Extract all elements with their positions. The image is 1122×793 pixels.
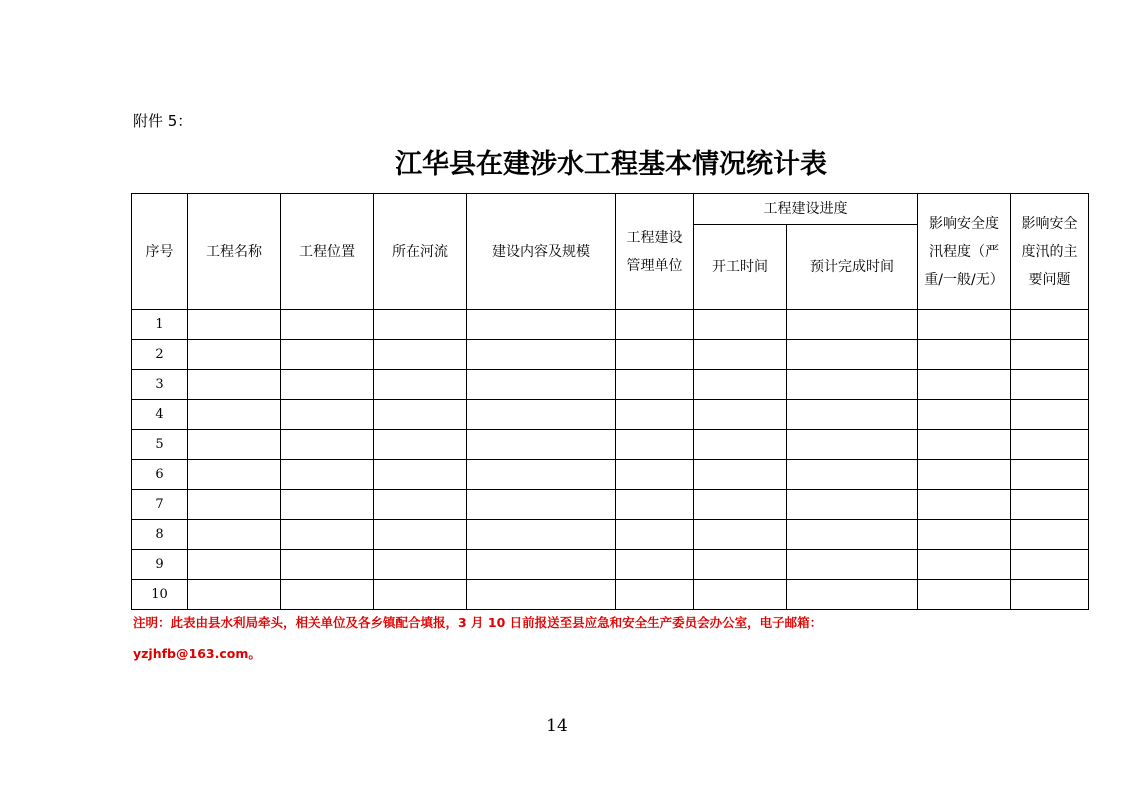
header-flood-impact-level: 影响安全度汛程度（严重/一般/无） bbox=[918, 194, 1011, 310]
attachment-label: 附件 5： bbox=[133, 112, 193, 130]
table-cell bbox=[918, 430, 1011, 460]
table-cell bbox=[467, 340, 616, 370]
table-row bbox=[132, 310, 1089, 340]
table-cell bbox=[281, 490, 374, 520]
table-cell bbox=[918, 490, 1011, 520]
table-cell bbox=[281, 400, 374, 430]
table-row bbox=[132, 370, 1089, 400]
table-row bbox=[132, 400, 1089, 430]
table-cell bbox=[1011, 490, 1089, 520]
table-cell bbox=[467, 490, 616, 520]
note-line-2: yzjhfb@163.com。 bbox=[133, 646, 261, 661]
table-cell bbox=[188, 430, 281, 460]
page-number: 14 bbox=[546, 716, 568, 736]
table-cell bbox=[787, 430, 918, 460]
header-management-unit: 工程建设管理单位 bbox=[616, 194, 694, 310]
table-cell bbox=[694, 460, 787, 490]
table-cell bbox=[281, 430, 374, 460]
header-expected-completion: 预计完成时间 bbox=[787, 225, 918, 310]
table-cell bbox=[374, 340, 467, 370]
table-cell bbox=[281, 550, 374, 580]
row-seq: 8 bbox=[132, 520, 188, 550]
row-seq: 2 bbox=[132, 340, 188, 370]
statistics-table bbox=[131, 193, 1089, 610]
table-row bbox=[132, 550, 1089, 580]
table-cell bbox=[374, 580, 467, 610]
table-row bbox=[132, 580, 1089, 610]
row-seq: 7 bbox=[132, 490, 188, 520]
table-cell bbox=[787, 310, 918, 340]
table-cell bbox=[467, 400, 616, 430]
table-cell bbox=[616, 370, 694, 400]
header-progress-group: 工程建设进度 bbox=[694, 194, 918, 225]
table-cell bbox=[787, 580, 918, 610]
table-cell bbox=[374, 400, 467, 430]
table-cell bbox=[787, 520, 918, 550]
table-cell bbox=[467, 460, 616, 490]
table-cell bbox=[616, 460, 694, 490]
table-cell bbox=[787, 550, 918, 580]
row-seq: 3 bbox=[132, 370, 188, 400]
table-row bbox=[132, 340, 1089, 370]
header-project-name: 工程名称 bbox=[188, 194, 281, 310]
table-row bbox=[132, 430, 1089, 460]
table-cell bbox=[918, 340, 1011, 370]
table-cell bbox=[281, 520, 374, 550]
table-cell bbox=[616, 310, 694, 340]
row-seq: 4 bbox=[132, 400, 188, 430]
table-cell bbox=[918, 370, 1011, 400]
table-cell bbox=[374, 310, 467, 340]
table-row bbox=[132, 520, 1089, 550]
table-cell bbox=[787, 460, 918, 490]
table-cell bbox=[918, 460, 1011, 490]
table-cell bbox=[694, 430, 787, 460]
table-cell bbox=[616, 580, 694, 610]
table-cell bbox=[374, 430, 467, 460]
row-seq: 1 bbox=[132, 310, 188, 340]
row-seq: 10 bbox=[132, 580, 188, 610]
table-cell bbox=[188, 460, 281, 490]
table-cell bbox=[467, 430, 616, 460]
table-cell bbox=[374, 490, 467, 520]
table-cell bbox=[1011, 550, 1089, 580]
table-cell bbox=[188, 550, 281, 580]
table-cell bbox=[694, 340, 787, 370]
table-row bbox=[132, 460, 1089, 490]
table-cell bbox=[1011, 580, 1089, 610]
table-cell bbox=[188, 520, 281, 550]
table-cell bbox=[467, 310, 616, 340]
table-cell bbox=[918, 550, 1011, 580]
table-cell bbox=[918, 400, 1011, 430]
table-body bbox=[132, 310, 1089, 610]
table-cell bbox=[188, 340, 281, 370]
table-cell bbox=[188, 580, 281, 610]
table-cell bbox=[694, 580, 787, 610]
table-cell bbox=[281, 460, 374, 490]
table-cell bbox=[694, 550, 787, 580]
table-cell bbox=[616, 430, 694, 460]
table-cell bbox=[188, 310, 281, 340]
table-cell bbox=[616, 400, 694, 430]
table-cell bbox=[1011, 310, 1089, 340]
table-cell bbox=[374, 460, 467, 490]
table-cell bbox=[1011, 430, 1089, 460]
header-project-location: 工程位置 bbox=[281, 194, 374, 310]
table-cell bbox=[787, 400, 918, 430]
table-cell bbox=[1011, 340, 1089, 370]
table-cell bbox=[467, 370, 616, 400]
table-cell bbox=[374, 370, 467, 400]
table-cell bbox=[1011, 370, 1089, 400]
row-seq: 6 bbox=[132, 460, 188, 490]
table-cell bbox=[1011, 460, 1089, 490]
table-cell bbox=[918, 520, 1011, 550]
table-cell bbox=[787, 370, 918, 400]
table-cell bbox=[1011, 400, 1089, 430]
table-cell bbox=[694, 520, 787, 550]
table-cell bbox=[918, 580, 1011, 610]
table-cell bbox=[188, 370, 281, 400]
page-title: 江华县在建涉水工程基本情况统计表 bbox=[395, 149, 827, 180]
header-start-time: 开工时间 bbox=[694, 225, 787, 310]
table-cell bbox=[694, 400, 787, 430]
header-river: 所在河流 bbox=[374, 194, 467, 310]
table-cell bbox=[374, 520, 467, 550]
table-cell bbox=[616, 550, 694, 580]
header-seq: 序号 bbox=[132, 194, 188, 310]
note-line-1: 注明：此表由县水利局牵头，相关单位及各乡镇配合填报，3 月 10 日前报送至县应急和安全生产委员会办公室，电子邮箱： bbox=[133, 615, 823, 630]
table-cell bbox=[918, 310, 1011, 340]
table-cell bbox=[281, 580, 374, 610]
table-cell bbox=[281, 370, 374, 400]
table-cell bbox=[616, 490, 694, 520]
header-main-issues: 影响安全度汛的主要问题 bbox=[1011, 194, 1089, 310]
table-row bbox=[132, 490, 1089, 520]
table-cell bbox=[787, 340, 918, 370]
table-cell bbox=[1011, 520, 1089, 550]
table-cell bbox=[616, 520, 694, 550]
row-seq: 5 bbox=[132, 430, 188, 460]
table-cell bbox=[467, 550, 616, 580]
table-cell bbox=[787, 490, 918, 520]
table-cell bbox=[694, 370, 787, 400]
table-cell bbox=[467, 580, 616, 610]
table-cell bbox=[281, 340, 374, 370]
table-cell bbox=[281, 310, 374, 340]
table-cell bbox=[188, 400, 281, 430]
table-cell bbox=[616, 340, 694, 370]
row-seq: 9 bbox=[132, 550, 188, 580]
header-content-scale: 建设内容及规模 bbox=[467, 194, 616, 310]
table-cell bbox=[188, 490, 281, 520]
table-cell bbox=[467, 520, 616, 550]
table-cell bbox=[694, 490, 787, 520]
table-cell bbox=[374, 550, 467, 580]
table-cell bbox=[694, 310, 787, 340]
